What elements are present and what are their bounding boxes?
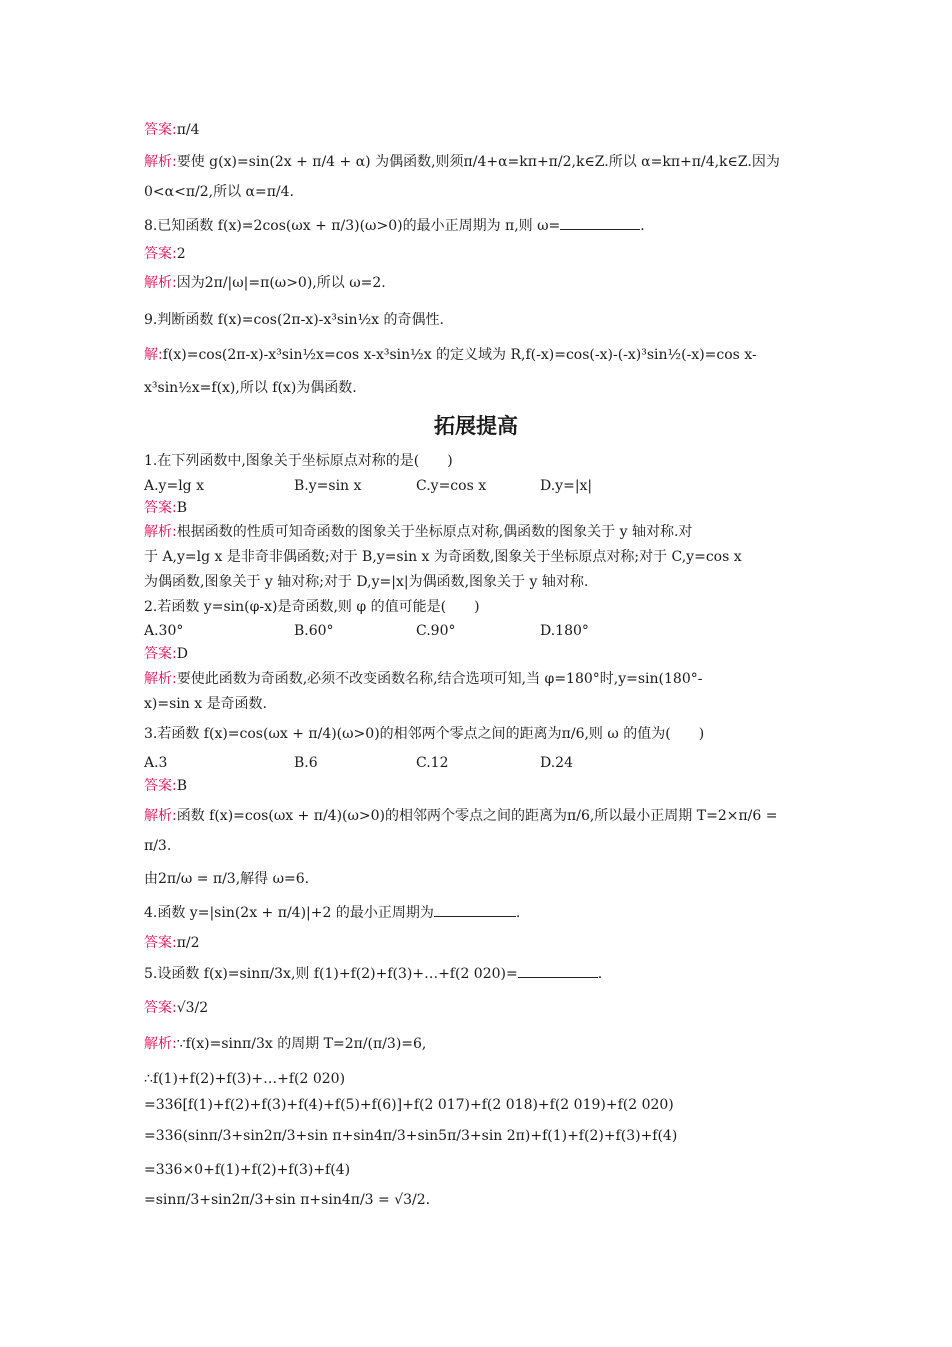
analysis-line — [144, 1034, 426, 1054]
analysis-text: π/3. — [144, 838, 172, 854]
analysis-text: ∵f(x)=sinπ/3x 的周期 T=2π/(π/3)=6, — [176, 1036, 427, 1052]
derivation-step — [144, 1069, 345, 1089]
derivation-text: =336[f(1)+f(2)+f(3)+f(4)+f(5)+f(6)]+f(2 017)+f(2 018)+f(2 019)+f(2 020) — [144, 1097, 674, 1113]
option-b: B.6 — [294, 755, 318, 771]
option-b: B.60° — [294, 623, 334, 639]
option-c: C.y=cos x — [416, 478, 487, 494]
answer-line — [144, 776, 187, 796]
derivation-step — [144, 1160, 350, 1180]
section-title: 拓展提高 — [434, 414, 518, 438]
analysis-label: 解析: — [144, 275, 177, 291]
analysis-line — [144, 547, 742, 567]
answer-value: D — [176, 646, 188, 662]
analysis-text: 因为2π/|ω|=π(ω>0),所以 ω=2. — [176, 275, 386, 291]
option-c: C.12 — [416, 755, 449, 771]
answer-value: B — [176, 500, 188, 516]
analysis-text: 根据函数的性质可知奇函数的图象关于坐标原点对称,偶函数的图象关于 y 轴对称.对 — [176, 524, 693, 540]
answer-value: π/4 — [176, 122, 200, 138]
question-1 — [144, 451, 453, 471]
question-2 — [144, 597, 480, 617]
answer-line — [144, 120, 200, 140]
question-4: 4.函数 y=|sin(2x + π/4)|+2 的最小正周期为 . — [144, 902, 520, 923]
question-stem: 4.函数 y=|sin(2x + π/4)|+2 的最小正周期为 — [144, 905, 434, 921]
derivation-step — [144, 1095, 674, 1115]
question-stem: 3.若函数 f(x)=cos(ωx + π/4)(ω>0)的相邻两个零点之间的距离为π/6,则 ω 的值为( ) — [144, 726, 705, 742]
analysis-line — [144, 806, 777, 826]
analysis-line — [144, 273, 386, 293]
analysis-line — [144, 182, 294, 202]
answer-label: 答案: — [144, 778, 177, 794]
answer-label: 答案: — [144, 646, 177, 662]
question-stem: 9.判断函数 f(x)=cos(2π-x)-x³sin½x 的奇偶性. — [144, 312, 444, 328]
derivation-text: =336×0+f(1)+f(2)+f(3)+f(4) — [144, 1162, 351, 1178]
analysis-line — [144, 522, 692, 542]
answer-label: 答案: — [144, 246, 177, 262]
analysis-text: 函数 f(x)=cos(ωx + π/4)(ω>0)的相邻两个零点之间的距离为π/6,所以最小正周期 T=2×π/6 = — [176, 808, 778, 824]
analysis-label: 解析: — [144, 671, 177, 687]
derivation-step — [144, 1190, 430, 1210]
analysis-text: 0<α<π/2,所以 α=π/4. — [144, 184, 295, 200]
answer-value: 2 — [176, 246, 186, 262]
question-stem: 2.若函数 y=sin(φ-x)是奇函数,则 φ 的值可能是( ) — [144, 599, 480, 615]
analysis-label: 解析: — [144, 154, 177, 170]
solution-line — [144, 378, 357, 398]
analysis-text: 要使此函数为奇函数,必须不改变函数名称,结合选项可知,当 φ=180°时,y=sin(180°- — [176, 671, 703, 687]
derivation-text: =sinπ/3+sin2π/3+sin π+sin4π/3 = √3/2. — [144, 1192, 431, 1208]
analysis-label: 解析: — [144, 524, 177, 540]
question-stem: 1.在下列函数中,图象关于坐标原点对称的是( ) — [144, 453, 453, 469]
question-8: 8.已知函数 f(x)=2cos(ωx + π/3)(ω>0)的最小正周期为 π,则 ω= . — [144, 215, 645, 236]
answer-label: 答案: — [144, 935, 177, 951]
answer-line — [144, 998, 208, 1018]
answer-line — [144, 644, 188, 664]
option-a: A.3 — [144, 755, 168, 771]
answer-label: 答案: — [144, 1000, 177, 1016]
derivation-step — [144, 1126, 677, 1146]
answer-line — [144, 244, 186, 264]
analysis-line — [144, 669, 702, 689]
question-3 — [144, 724, 704, 744]
analysis-line — [144, 869, 309, 889]
analysis-line — [144, 572, 588, 592]
answer-line — [144, 498, 187, 518]
question-stem: 5.设函数 f(x)=sinπ/3x,则 f(1)+f(2)+f(3)+…+f(2 020)= — [144, 966, 518, 982]
analysis-label: 解析: — [144, 808, 177, 824]
option-a: A.30° — [144, 623, 184, 639]
analysis-text: 为偶函数,图象关于 y 轴对称;对于 D,y=|x|为偶函数,图象关于 y 轴对称. — [144, 574, 589, 590]
answer-value: B — [176, 778, 188, 794]
answer-blank — [560, 215, 640, 230]
question-5: 5.设函数 f(x)=sinπ/3x,则 f(1)+f(2)+f(3)+…+f(2 020)= . — [144, 963, 602, 984]
answer-value: √3/2 — [176, 1000, 209, 1016]
option-d: D.y=|x| — [540, 478, 593, 494]
solution-label: 解: — [144, 347, 163, 363]
solution-text: f(x)=cos(2π-x)-x³sin½x=cos x-x³sin½x 的定义域为 R,f(-x)=cos(-x)-(-x)³sin½(-x)=cos x- — [162, 347, 757, 363]
answer-label: 答案: — [144, 500, 177, 516]
option-b: B.y=sin x — [294, 478, 362, 494]
option-a: A.y=lg x — [144, 478, 204, 494]
option-c: C.90° — [416, 623, 456, 639]
derivation-text: ∴f(1)+f(2)+f(3)+…+f(2 020) — [144, 1071, 346, 1087]
analysis-text: 要使 g(x)=sin(2x + π/4 + α) 为偶函数,则须π/4+α=kπ+π/2,k∈Z.所以 α=kπ+π/4,k∈Z.因为 — [176, 154, 780, 170]
analysis-text: 于 A,y=lg x 是非奇非偶函数;对于 B,y=sin x 为奇函数,图象关于坐标原点对称;对于 C,y=cos x — [144, 549, 742, 565]
question-stem: 8.已知函数 f(x)=2cos(ωx + π/3)(ω>0)的最小正周期为 π,则 ω= — [144, 218, 561, 234]
analysis-line — [144, 836, 171, 856]
analysis-label: 解析: — [144, 1036, 177, 1052]
answer-blank — [518, 963, 598, 978]
answer-label: 答案: — [144, 122, 177, 138]
question-9 — [144, 310, 444, 330]
answer-line — [144, 933, 200, 953]
analysis-text: x)=sin x 是奇函数. — [144, 696, 268, 712]
solution-text: x³sin½x=f(x),所以 f(x)为偶函数. — [144, 380, 357, 396]
solution-line — [144, 345, 757, 365]
derivation-text: =336(sinπ/3+sin2π/3+sin π+sin4π/3+sin5π/3+sin 2π)+f(1)+f(2)+f(3)+f(4) — [144, 1128, 678, 1144]
analysis-line — [144, 694, 267, 714]
option-d: D.24 — [540, 755, 573, 771]
answer-value: π/2 — [176, 935, 200, 951]
answer-blank — [434, 902, 516, 917]
analysis-text: 由2π/ω = π/3,解得 ω=6. — [144, 871, 310, 887]
option-d: D.180° — [540, 623, 589, 639]
analysis-line — [144, 152, 780, 172]
